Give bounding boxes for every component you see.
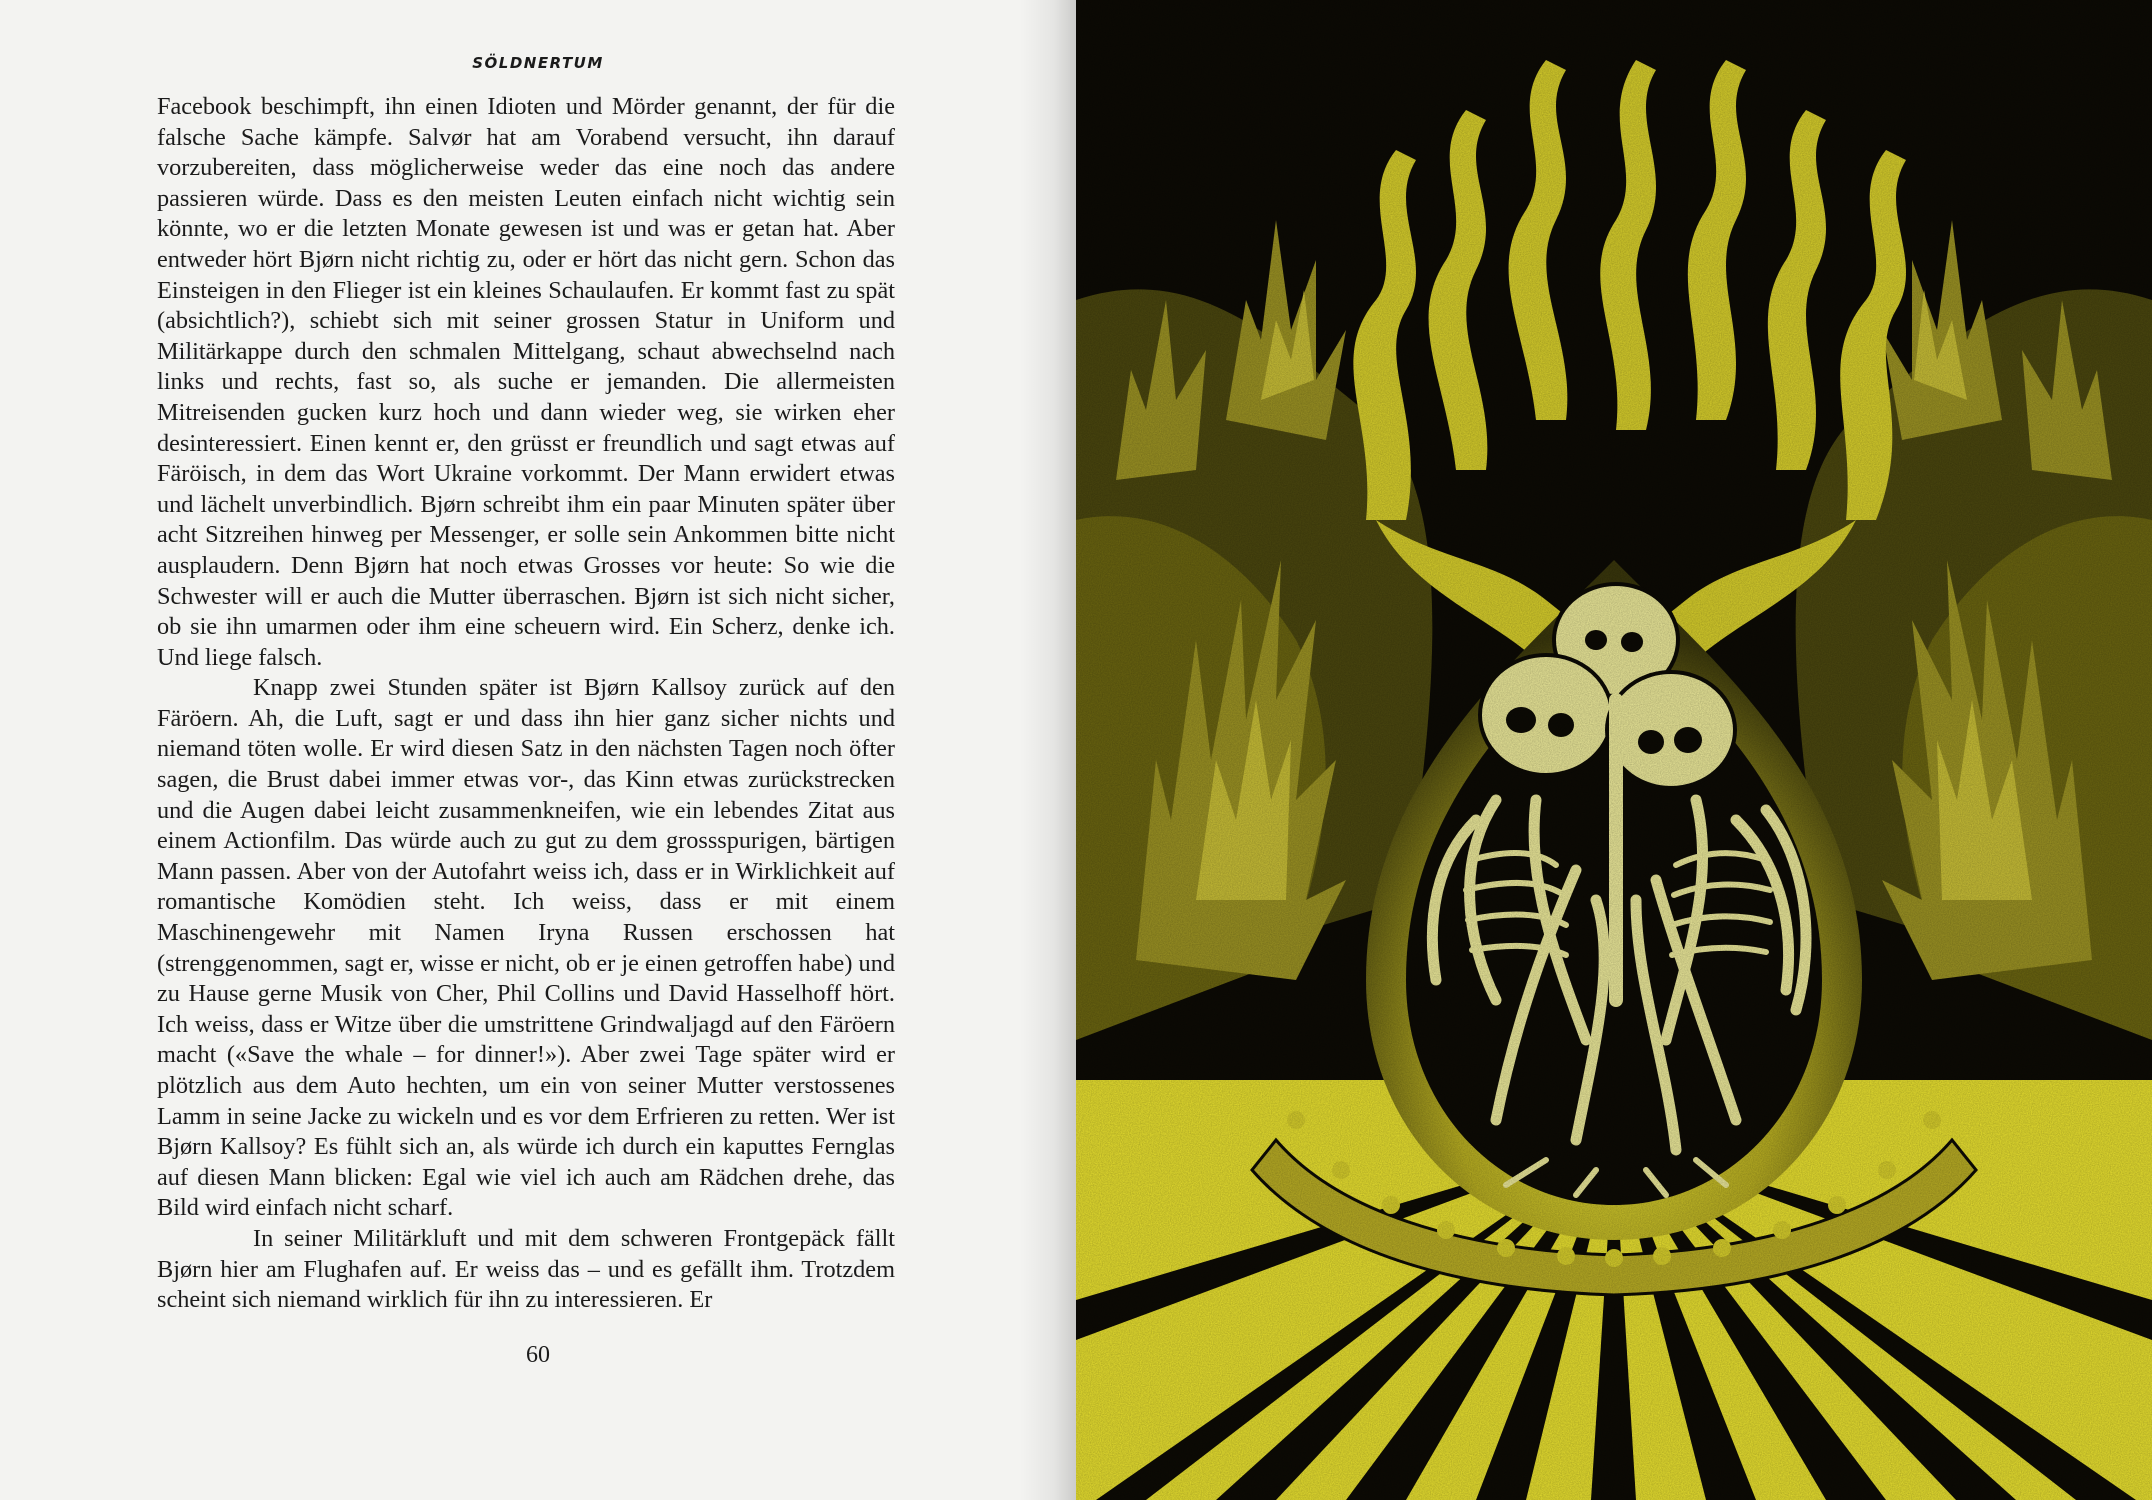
illustration-page (1076, 0, 2152, 1500)
paragraph-2: Knapp zwei Stunden später ist Bjørn Kallsoy zurück auf den Färöern. Ah, die Luft, sagt er und dass ihn hier ganz sicher nichts und niemand töten wolle. Er wird diesen Satz in den nächsten Tagen noch öfter sagen, die Brust dabei immer etwas vor-, das Kinn etwas zurückstrecken und die Augen dabei leicht zusammenkneifen, wie ein lebendes Zitat aus einem Actionfilm. Das würde auch zu gut zu dem grossspurigen, bärtigen Mann passen. Aber von der Autofahrt weiss ich, dass er in Wirklichkeit auf romantische Komödien steht. Ich weiss, dass er mit einem Maschinengewehr mit Namen Iryna Russen erschossen hat (strenggenommen, sagt er, wisse er nicht, ob er je einen getroffen habe) und zu Hause gerne Musik von Cher, Phil Collins und David Hasselhoff hört. Ich weiss, dass er Witze über die umstrittene Grindwaljagd auf den Färöern macht («Save the whale – for dinner!»). Aber zwei Tage später wird er plötzlich aus dem Auto hechten, um ein von seiner Mutter verstossenes Lamm in seine Jacke zu wickeln und es vor dem Erfrieren zu retten. Wer ist Bjørn Kallsoy? Es fühlt sich an, als würde ich durch ein kaputtes Fernglas auf diesen Mann blicken: Egal wie viel ich auch am Rädchen drehe, das Bild wird einfach nicht scharf. (157, 674, 895, 1222)
body-text (157, 92, 895, 1316)
skeletons-illustration (1076, 0, 2152, 1500)
paragraph-3: In seiner Militärkluft und mit dem schweren Frontgepäck fällt Bjørn hier am Flughafen auf. Er weiss das – und es gefällt ihm. Trotzdem scheint sich niemand wirklich für ihn zu interessieren. Er (157, 1224, 895, 1314)
page-number: 60 (526, 1342, 550, 1368)
running-head: SÖLDNERTUM (472, 54, 604, 72)
paragraph-1: Facebook beschimpft, ihn einen Idioten und Mörder genannt, der für die falsche Sache kämpfe. Salvør hat am Vorabend versucht, ihn darauf vorzubereiten, dass möglicherweise weder das eine noch das andere passieren würde. Dass es den meisten Leuten einfach nicht wichtig sein könnte, wo er die letzten Monate gewesen ist und was er getan hat. Aber entweder hört Bjørn nicht richtig zu, oder er hört das nicht gern. Schon das Einsteigen in den Flieger ist ein kleines Schaulaufen. Er kommt fast zu spät (absichtlich?), schiebt sich mit seiner grossen Statur in Uniform und Militärkappe durch den schmalen Mittelgang, schaut abwechselnd nach links und rechts, fast so, als suche er jemanden. Die allermeisten Mitreisenden gucken kurz hoch und dann wieder weg, sie wirken eher desinteressiert. Einen kennt er, den grüsst er freundlich und sagt etwas auf Färöisch, in dem das Wort Ukraine vorkommt. Der Mann erwidert etwas und lächelt unverbindlich. Bjørn schreibt ihm ein paar Minuten später über acht Sitzreihen hinweg per Messenger, er solle sein Ankommen bitte nicht ausplaudern. Denn Bjørn hat noch etwas Grosses vor heute: So wie die Schwester will er auch die Mutter überraschen. Bjørn ist sich nicht sicher, ob sie ihn umarmen oder ihm eine scheuern wird. Ein Scherz, denke ich. Und liege falsch. (157, 93, 895, 671)
gutter-shadow (1020, 0, 1076, 1500)
